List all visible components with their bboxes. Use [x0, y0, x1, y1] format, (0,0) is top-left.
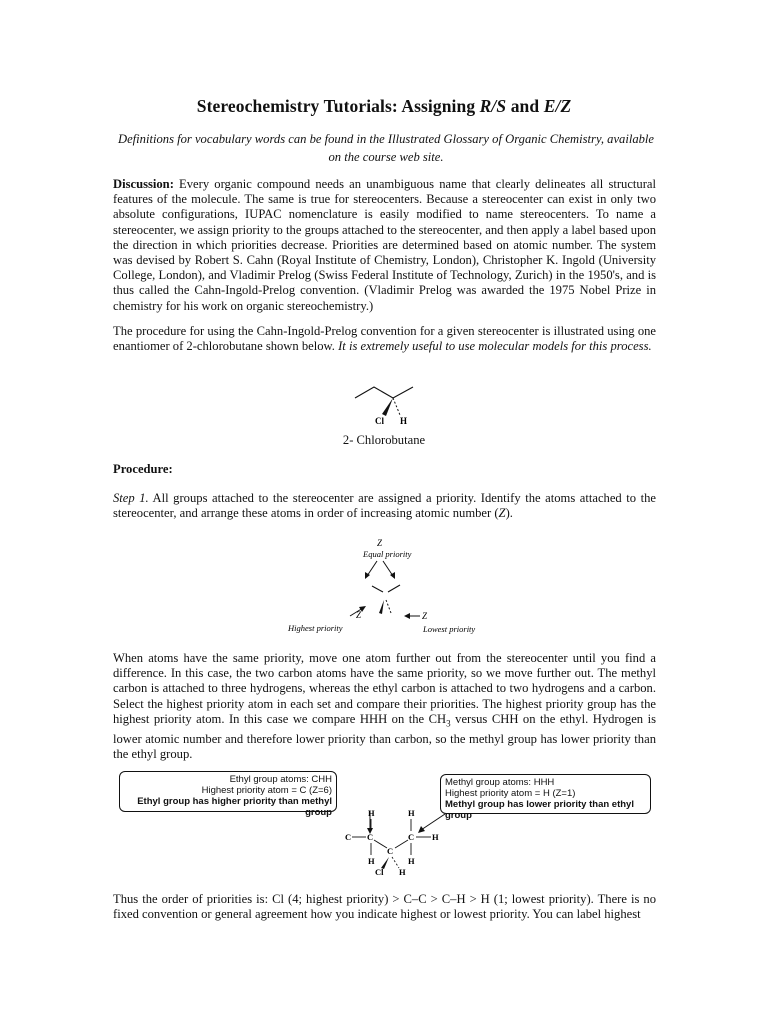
step1-paragraph: Step 1. All groups attached to the stereocenter are assigned a priority. Identify the atoms attached to the stereocenter, and arrange these atoms in order of increasing atomic number (Z).	[113, 491, 657, 521]
methyl-pointer-line	[421, 814, 445, 830]
arrow-lowest-head	[404, 613, 410, 619]
methyl-atoms-line: Methyl group atoms: HHH	[445, 777, 555, 788]
molecule-caption: 2- Chlorobutane	[342, 433, 426, 447]
bond-c-center-right	[395, 840, 408, 848]
c-left: C	[367, 832, 374, 842]
wedge-bond	[382, 398, 393, 416]
z-right-label: Z	[422, 611, 428, 621]
comparison-paragraph: When atoms have the same priority, move one atom further out from the stereocenter until you find a difference. In this case, the two carbon atoms have the same priority, so we move further out. The methyl carbon is attached to three hydrogens, whereas the ethyl carbon is attached to two hydrogens and a carbon. Select the highest priority atom in each set and compare their priorities. The highest priority group has the highest priority atom. In this case we compare HHH on the $CH_3$ versus CHH on the ethyl. Hydrogen is lower atomic number and therefore lower priority than carbon, so the methyl group has lower priority than the ethyl group.	[113, 651, 656, 761]
cl-atom-label: Cl	[375, 416, 384, 426]
h-bottom-center: H	[399, 867, 406, 877]
arrow-right-line	[383, 561, 393, 576]
step1-label: Step 1.	[113, 491, 149, 505]
hash-h	[392, 857, 399, 868]
methyl-conclusion-line: Methyl group has lower priority than ethyl group	[445, 799, 634, 821]
c-right: C	[408, 832, 415, 842]
ethyl-atoms-line: Ethyl group atoms: CHH	[229, 774, 332, 785]
z-left-label: Z	[356, 610, 362, 620]
c-center: C	[387, 846, 394, 856]
c-far-left: C	[345, 832, 352, 842]
discussion-label: Discussion:	[113, 177, 174, 191]
hash-bond	[393, 398, 400, 415]
h-top-right: H	[408, 810, 415, 818]
expanded-structure	[280, 810, 500, 880]
carbon-chain	[355, 387, 413, 398]
equal-priority-label: Equal priority	[363, 549, 412, 559]
wedge-highest	[379, 600, 384, 614]
bond-right	[388, 585, 400, 592]
page-title: Stereochemistry Tutorials: Assigning R/S and E/Z	[196, 96, 572, 116]
highest-priority-label: Highest priority	[288, 623, 343, 633]
h-bottom-right: H	[408, 856, 415, 866]
procedure-heading: Procedure:	[113, 462, 173, 476]
priority-diagram	[280, 534, 500, 638]
h-top-left: H	[368, 810, 375, 818]
ethyl-group-box	[119, 771, 337, 818]
h-far-right: H	[432, 832, 439, 842]
z-top-label: Z	[377, 538, 383, 548]
conclusion-paragraph: Thus the order of priorities is: Cl (4; highest priority) > C–C > C–H > H (1; lowest priority). There is no fixed convention or general agreement how you indicate highest or lowest priority. You can label highest	[113, 892, 656, 922]
chlorobutane-structure	[340, 380, 430, 428]
cl-bottom: Cl	[375, 867, 384, 877]
ethyl-conclusion-line: Ethyl group has higher priority than methyl group	[137, 796, 332, 818]
discussion-paragraph: Discussion: Every organic compound needs an unambiguous name that clearly delineates all structural features of the molecule. The same is true for stereocenters. Because a stereocenter can exist in only two absolute configurations, IUPAC nomenclature is easily modified to name stereocenters. To name a stereocenter, we assign priority to the groups attached to the stereocenter, and then apply a label based upon the direction in which priorities decrease. Priorities are determined based on atomic number. The system was devised by Robert S. Cahn (Royal Institute of Chemistry, London), Christopher K. Ingold (University College, London), and Vladimir Prelog (Swiss Federal Institute of Technology, Zurich) in the 1950's, and is thus called the Cahn-Ingold-Prelog convention. (Vladimir Prelog was awarded the 1975 Nobel Prize in chemistry for his work on organic stereochemistry.)	[113, 177, 656, 313]
ethyl-highest-line: Highest priority atom = C (Z=6)	[201, 785, 332, 796]
procedure-intro-paragraph: The procedure for using the Cahn-Ingold-Prelog convention for a given stereocenter is illustrated using one enantiomer of 2-chlorobutane shown below. It is extremely useful to use molecular models for this process.	[113, 324, 656, 354]
methyl-group-box	[440, 774, 651, 821]
methyl-highest-line: Highest priority atom = H (Z=1)	[445, 788, 576, 799]
hash-lowest	[386, 600, 391, 613]
methyl-pointer-head	[418, 826, 425, 833]
lowest-priority-label: Lowest priority	[423, 624, 476, 634]
subtitle-note: Definitions for vocabulary words can be found in the Illustrated Glossary of Organic Chemistry, available on the course web site.	[118, 132, 655, 164]
arrow-left-line	[367, 561, 377, 576]
h-bottom-left: H	[368, 856, 375, 866]
bond-c-center-left	[374, 840, 387, 848]
bond-left	[372, 586, 383, 592]
h-atom-label: H	[400, 416, 408, 426]
